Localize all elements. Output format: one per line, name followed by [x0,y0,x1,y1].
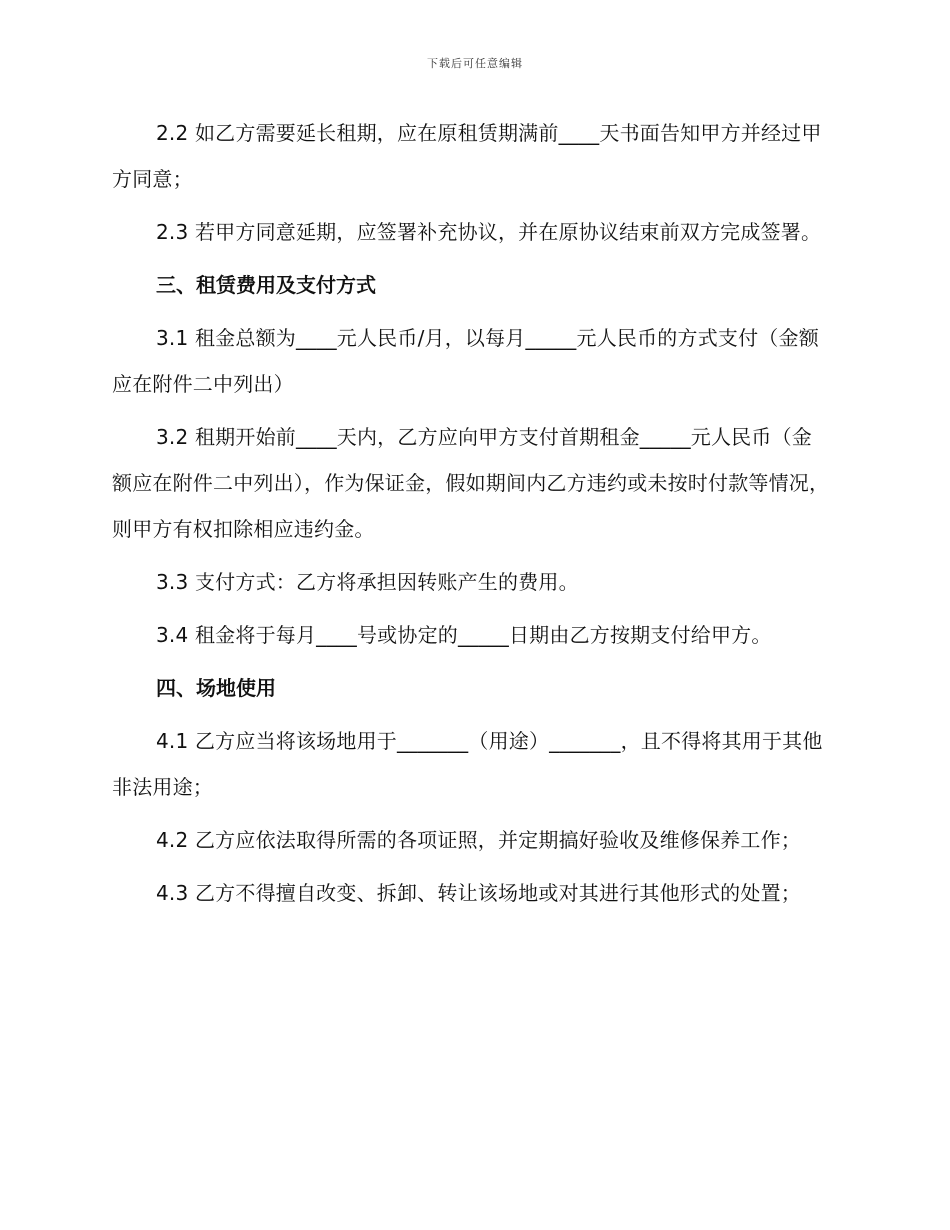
clause-2-3: 2.3 若甲方同意延期，应签署补充协议，并在原协议结束前双方完成签署。 [156,220,822,244]
section-heading-4: 四、场地使用 [156,676,276,700]
section-heading-3: 三、租赁费用及支付方式 [156,273,376,297]
clause-3-4: 3.4 租金将于每月____号或协定的_____日期由乙方按期支付给甲方。 [156,623,772,647]
clause-3-1: 3.1 租金总额为____元人民币/月，以每月_____元人民币的方式支付（金额应在附件二中列出） [112,326,819,396]
clause-4-1: 4.1 乙方应当将该场地用于_______（用途）_______，且不得将其用于其他非法用途； [112,729,823,799]
clause-3-2: 3.2 租期开始前____天内，乙方应向甲方支付首期租金_____元人民币（金额应在附件二中列出），作为保证金，假如期间内乙方违约或未按时付款等情况，则甲方有权扣除相应违约金。 [112,425,830,541]
document-body [112,110,830,923]
clause-3-3: 3.3 支付方式：乙方将承担因转账产生的费用。 [156,570,579,594]
header-note: 下载后可任意编辑 [427,57,523,70]
clause-4-3: 4.3 乙方不得擅自改变、拆卸、转让该场地或对其进行其他形式的处置； [156,881,801,905]
clause-2-2: 2.2 如乙方需要延长租期，应在原租赁期满前____天书面告知甲方并经过甲方同意； [112,121,822,191]
clause-4-2: 4.2 乙方应依法取得所需的各项证照，并定期搞好验收及维修保养工作； [156,828,801,852]
